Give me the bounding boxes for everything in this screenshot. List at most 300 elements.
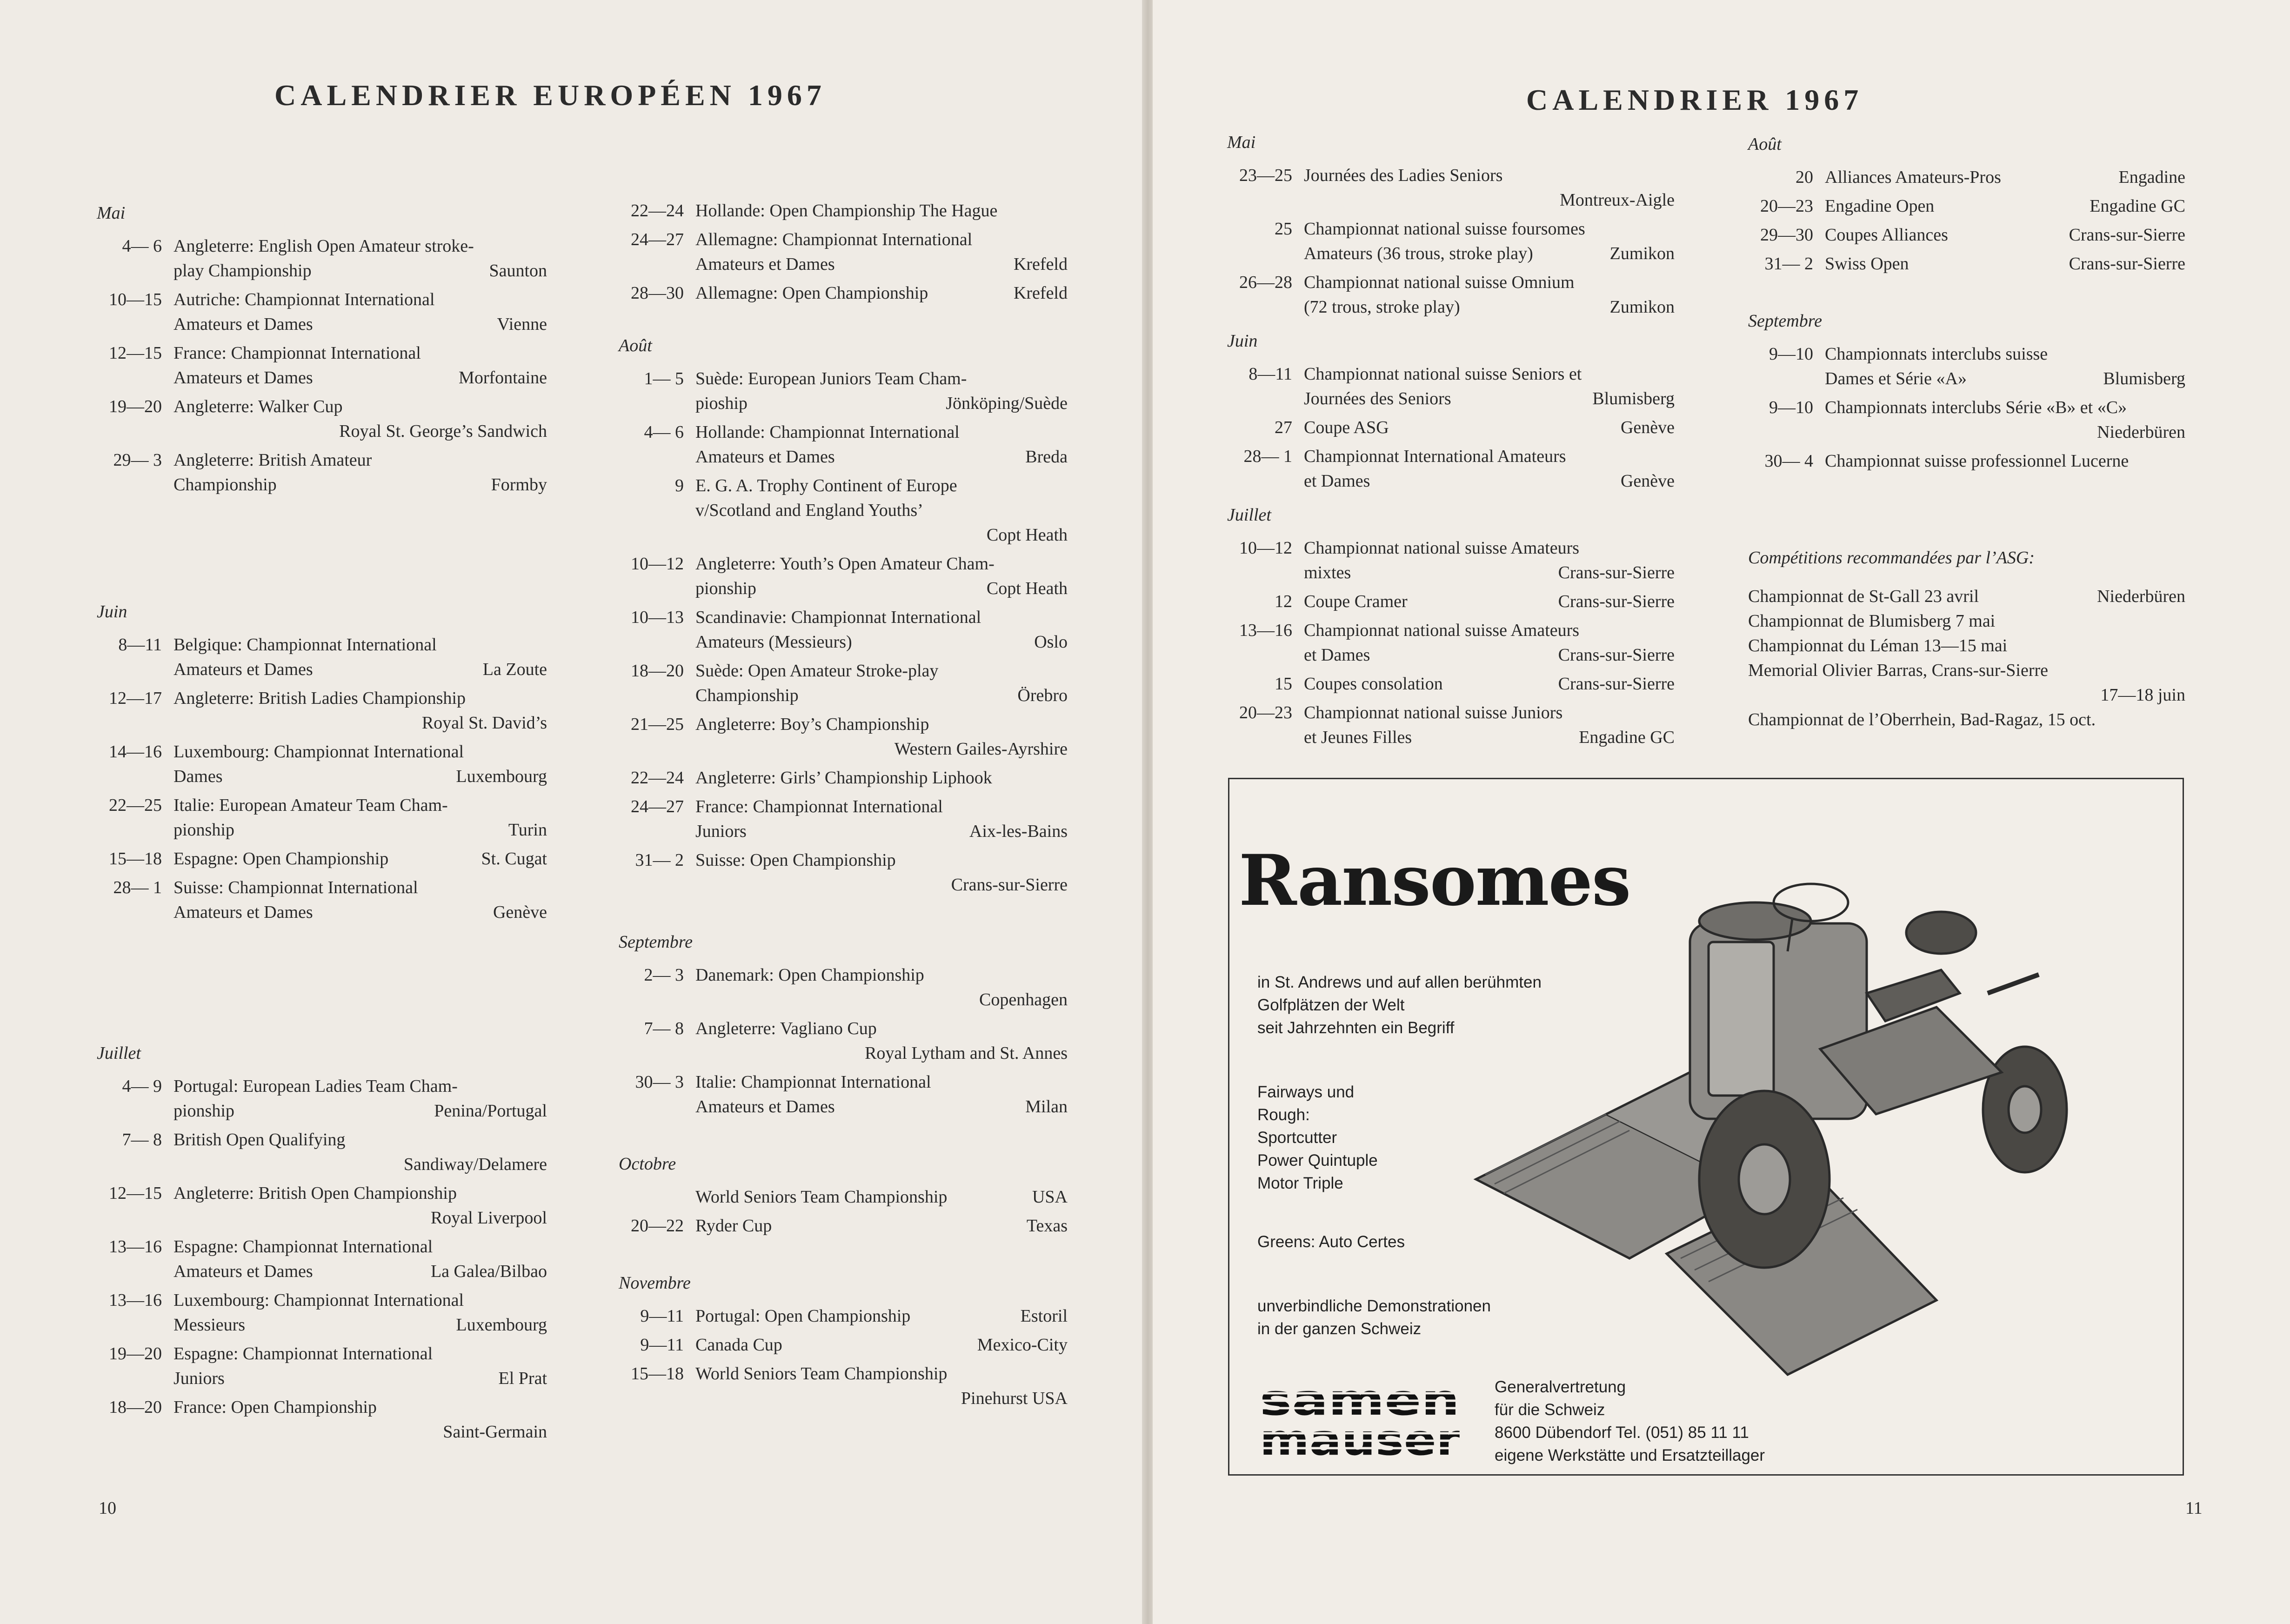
event-dates: 8—11 — [118, 635, 162, 655]
event-line — [1304, 561, 1675, 585]
event-line — [174, 1099, 547, 1123]
event-text: Championnat national suisse Omnium — [1304, 273, 1575, 292]
event-line — [174, 764, 547, 789]
event-dates: 13—16 — [109, 1290, 162, 1310]
event-text: Coupe Cramer — [1304, 592, 1408, 611]
event-dates: 13—16 — [109, 1237, 162, 1256]
event-location: Niederbüren — [2097, 422, 2185, 442]
event-line — [1304, 217, 1675, 241]
event-line — [174, 259, 547, 283]
event-text: Messieurs — [174, 1315, 246, 1335]
ad-text-line: seit Jahrzehnten ein Begriff — [1257, 1019, 1455, 1037]
event-text: Allemagne: Open Championship — [695, 283, 928, 303]
event-text: Coupes consolation — [1304, 674, 1443, 694]
event-text: Suisse: Open Championship — [695, 850, 896, 870]
event-dates: 4— 6 — [122, 236, 162, 256]
event-line — [1304, 444, 1675, 469]
event-text: Angleterre: British Amateur — [174, 450, 372, 470]
event-line — [1304, 725, 1675, 750]
calendar-event — [1227, 163, 1675, 213]
event-text: et Dames — [1304, 645, 1370, 665]
ad-text-line: Golfplätzen der Welt — [1257, 996, 1405, 1014]
right-page-title: CALENDRIER 1967 — [1526, 83, 1863, 116]
event-location: Genève — [1620, 471, 1675, 491]
calendar-event — [97, 1288, 547, 1337]
event-line — [695, 199, 1068, 223]
event-text: Scandinavie: Championnat International — [695, 608, 981, 627]
event-text: Dames — [174, 767, 223, 786]
event-line — [1304, 295, 1675, 320]
month-section — [1748, 309, 2185, 474]
event-location: Krefeld — [1013, 254, 1068, 274]
event-text: play Championship — [174, 261, 312, 281]
event-location: Crans-sur-Sierre — [1558, 645, 1675, 665]
event-line — [1825, 165, 2185, 190]
event-text: Amateurs et Dames — [695, 447, 835, 467]
event-line — [695, 1333, 1068, 1357]
month-section — [1227, 130, 1675, 320]
event-text: Amateurs et Dames — [174, 1262, 313, 1281]
calendar-event — [619, 1333, 1068, 1357]
event-text: Luxembourg: Championnat International — [174, 742, 464, 762]
left-page — [0, 0, 1144, 1624]
event-line — [174, 686, 547, 711]
calendar-event — [619, 1070, 1068, 1119]
calendar-event — [1227, 415, 1675, 440]
event-dates: 20—22 — [631, 1216, 684, 1236]
event-location: Breda — [1025, 447, 1068, 467]
event-location: Crans-sur-Sierre — [1558, 592, 1675, 611]
recommended-location: 17—18 juin — [2100, 685, 2185, 705]
event-text: World Seniors Team Championship — [695, 1364, 948, 1383]
event-location: Milan — [1025, 1097, 1068, 1116]
event-text: France: Championnat International — [695, 797, 943, 816]
calendar-event — [619, 795, 1068, 844]
right-page — [1153, 0, 2290, 1624]
event-location: Royal Liverpool — [430, 1208, 547, 1228]
ad-fairways-list — [1257, 1081, 1378, 1195]
event-line — [1825, 395, 2185, 420]
event-dates: 15—18 — [631, 1364, 684, 1383]
event-text: Espagne: Championnat International — [174, 1237, 433, 1256]
event-line — [1304, 701, 1675, 725]
event-line — [695, 1386, 1068, 1411]
event-line — [174, 234, 547, 259]
month-section — [97, 600, 547, 925]
calendar-event — [97, 875, 547, 925]
calendar-event — [619, 1362, 1068, 1411]
event-line — [695, 1185, 1068, 1210]
event-dates: 29— 3 — [113, 450, 162, 470]
event-location: Copenhagen — [979, 990, 1068, 1009]
calendar-event — [1227, 589, 1675, 614]
event-line — [695, 252, 1068, 277]
event-text: Championnat national suisse Amateurs — [1304, 621, 1580, 640]
event-dates: 12—15 — [109, 1183, 162, 1203]
event-dates: 10—12 — [631, 554, 684, 574]
event-location: Mexico-City — [977, 1335, 1068, 1355]
event-line — [1304, 415, 1675, 440]
month-heading: Septembre — [619, 932, 693, 952]
event-dates: 2— 3 — [644, 965, 684, 985]
calendar-event — [97, 287, 547, 337]
event-location: Penina/Portugal — [434, 1101, 547, 1121]
event-line — [1304, 270, 1675, 295]
event-dates: 25 — [1275, 219, 1292, 239]
recommended-line — [1748, 683, 2185, 708]
event-line — [695, 281, 1068, 306]
event-location: Formby — [491, 475, 547, 495]
ad-text-line: unverbindliche Demonstrationen — [1257, 1297, 1491, 1315]
event-line — [695, 367, 1068, 391]
event-line — [1304, 469, 1675, 494]
calendar-event — [97, 633, 547, 682]
event-dates: 20—23 — [1760, 196, 1813, 216]
event-location: Estoril — [1020, 1306, 1068, 1326]
event-dates: 19—20 — [109, 1344, 162, 1363]
event-location: Blumisberg — [2103, 369, 2185, 388]
event-line — [174, 1420, 547, 1444]
event-location: USA — [1032, 1187, 1068, 1207]
event-text: Amateurs (36 trous, stroke play) — [1304, 244, 1533, 263]
event-location: Engadine GC — [1579, 728, 1675, 747]
event-location: Vienne — [497, 314, 547, 334]
event-dates: 22—25 — [109, 795, 162, 815]
month-section — [1227, 503, 1675, 750]
event-dates: 12 — [1275, 592, 1292, 611]
event-dates: 23—25 — [1239, 166, 1292, 185]
event-text: Suède: European Juniors Team Cham- — [695, 369, 967, 388]
event-line — [174, 847, 547, 871]
event-line — [695, 737, 1068, 762]
event-line — [695, 795, 1068, 819]
event-location: Zumikon — [1609, 297, 1675, 317]
event-location: St. Cugat — [481, 849, 547, 869]
event-line — [1825, 420, 2185, 445]
logo-line-2: mauser — [1260, 1415, 1460, 1459]
month-heading: Juillet — [97, 1043, 141, 1063]
event-line — [695, 605, 1068, 630]
event-line — [695, 420, 1068, 445]
calendar-event — [97, 1342, 547, 1391]
event-line — [695, 1214, 1068, 1238]
event-line — [695, 227, 1068, 252]
event-text: Amateurs et Dames — [174, 660, 313, 679]
event-dates: 9—10 — [1769, 344, 1813, 364]
event-location: La Zoute — [482, 660, 547, 679]
event-dates: 15—18 — [109, 849, 162, 869]
event-text: Coupe ASG — [1304, 418, 1389, 437]
event-text: France: Open Championship — [174, 1397, 377, 1417]
event-location: Luxembourg — [456, 767, 547, 786]
calendar-event — [619, 659, 1068, 708]
calendar-event — [619, 420, 1068, 469]
left-page-number: 10 — [99, 1498, 116, 1518]
calendar-event — [1227, 217, 1675, 266]
month-heading: Août — [1748, 134, 1782, 154]
event-text: Angleterre: British Ladies Championship — [174, 688, 466, 708]
event-location: Royal St. George’s Sandwich — [339, 421, 547, 441]
event-text: Espagne: Open Championship — [174, 849, 389, 869]
event-dates: 9—11 — [640, 1335, 684, 1355]
event-dates: 7— 8 — [644, 1019, 684, 1038]
event-dates: 14—16 — [109, 742, 162, 762]
event-line — [174, 711, 547, 735]
recommended-text: Championnat de l’Oberrhein, Bad-Ragaz, 15 oct. — [1748, 710, 2096, 729]
recommended-text: Memorial Olivier Barras, Crans-sur-Sierre — [1748, 661, 2049, 680]
month-heading: Août — [619, 336, 652, 355]
calendar-event — [619, 199, 1068, 223]
event-dates: 7— 8 — [122, 1130, 162, 1149]
month-section — [619, 199, 1068, 306]
event-dates: 30— 3 — [635, 1072, 684, 1092]
event-text: Alliances Amateurs-Pros — [1825, 167, 2001, 187]
event-line — [1304, 163, 1675, 188]
event-line — [695, 873, 1068, 897]
event-dates: 20 — [1796, 167, 1813, 187]
event-location: Örebro — [1017, 686, 1068, 705]
event-dates: 20—23 — [1239, 703, 1292, 722]
calendar-event — [619, 367, 1068, 416]
event-line — [174, 448, 547, 473]
event-line — [695, 391, 1068, 416]
event-line — [174, 1128, 547, 1152]
event-line — [695, 963, 1068, 988]
recommended-text: Championnat de Blumisberg 7 mai — [1748, 611, 1996, 631]
calendar-event — [97, 1395, 547, 1444]
event-line — [1825, 194, 2185, 219]
ad-text-line: 8600 Dübendorf Tel. (051) 85 11 11 — [1495, 1424, 1749, 1442]
event-line — [1304, 536, 1675, 561]
ransomes-brand-logo: Ransomes — [1239, 840, 1630, 922]
calendar-event — [1748, 449, 2185, 474]
event-text: E. G. A. Trophy Continent of Europe — [695, 476, 957, 495]
event-text: Espagne: Championnat International — [174, 1344, 433, 1363]
calendar-event — [619, 963, 1068, 1012]
event-text: Angleterre: Vagliano Cup — [695, 1019, 877, 1038]
event-line — [695, 576, 1068, 601]
event-location: Genève — [493, 902, 547, 922]
ad-text-line: Fairways und — [1257, 1083, 1355, 1101]
event-text: Angleterre: Girls’ Championship Liphook — [695, 768, 992, 788]
event-location: Engadine GC — [2090, 196, 2185, 216]
event-line — [174, 1342, 547, 1366]
event-dates: 30— 4 — [1764, 451, 1813, 471]
event-text: World Seniors Team Championship — [695, 1187, 948, 1207]
event-location: Zumikon — [1609, 244, 1675, 263]
month-section — [619, 930, 1068, 1119]
calendar-event — [619, 605, 1068, 655]
recommended-heading: Compétitions recommandées par l’ASG: — [1748, 548, 2035, 568]
event-location: Royal Lytham and St. Annes — [865, 1043, 1068, 1063]
event-line — [174, 1235, 547, 1259]
event-line — [1304, 241, 1675, 266]
event-dates: 28— 1 — [113, 878, 162, 897]
calendar-event — [619, 848, 1068, 897]
event-dates: 10—13 — [631, 608, 684, 627]
event-line — [174, 875, 547, 900]
recommended-line — [1748, 634, 2185, 658]
event-text: pionship — [174, 820, 234, 840]
event-dates: 1— 5 — [644, 369, 684, 388]
event-line — [695, 1362, 1068, 1386]
recommended-line — [1748, 658, 2185, 683]
event-location: Luxembourg — [456, 1315, 547, 1335]
event-line — [174, 1395, 547, 1420]
event-line — [695, 712, 1068, 737]
event-text: Autriche: Championnat International — [174, 290, 435, 309]
ad-text-line: in der ganzen Schweiz — [1257, 1320, 1422, 1338]
calendar-event — [97, 394, 547, 444]
event-text: pionship — [695, 579, 756, 598]
event-location: La Galea/Bilbao — [430, 1262, 547, 1281]
event-dates: 19—20 — [109, 397, 162, 416]
event-text: pionship — [174, 1101, 234, 1121]
event-text: et Dames — [1304, 471, 1370, 491]
event-text: Italie: European Amateur Team Cham- — [174, 795, 448, 815]
event-line — [1825, 252, 2185, 276]
event-text: British Open Qualifying — [174, 1130, 346, 1149]
month-heading: Mai — [1227, 133, 1256, 152]
calendar-event — [1227, 444, 1675, 494]
right-column-1 — [1227, 130, 1675, 754]
event-dates: 4— 9 — [122, 1076, 162, 1096]
event-line — [1825, 449, 2185, 474]
event-dates: 27 — [1275, 418, 1292, 437]
event-line — [695, 523, 1068, 548]
event-line — [695, 848, 1068, 873]
event-text: Amateurs et Dames — [174, 368, 313, 388]
event-text: Ryder Cup — [695, 1216, 772, 1236]
event-text: Championnat national suisse foursomes — [1304, 219, 1585, 239]
event-line — [1304, 672, 1675, 696]
event-text: Canada Cup — [695, 1335, 782, 1355]
event-line — [174, 1206, 547, 1230]
event-text: Championnats interclubs Série «B» et «C» — [1825, 398, 2127, 417]
event-line — [174, 1152, 547, 1177]
event-text: Amateurs (Messieurs) — [695, 632, 852, 652]
event-line — [695, 819, 1068, 844]
recommended-competitions — [1748, 546, 2185, 732]
event-line — [174, 312, 547, 337]
ad-text-line: Power Quintuple — [1257, 1151, 1378, 1170]
left-column-1 — [97, 201, 547, 1449]
calendar-event — [97, 847, 547, 871]
recommended-location: Niederbüren — [2097, 587, 2185, 606]
ad-text-line: eigene Werkstätte und Ersatzteillager — [1495, 1446, 1765, 1464]
month-heading: Juin — [97, 602, 127, 622]
event-line — [174, 341, 547, 366]
month-heading: Novembre — [619, 1273, 691, 1293]
event-dates: 26—28 — [1239, 273, 1292, 292]
event-location: Oslo — [1034, 632, 1068, 652]
event-text: Amateurs et Dames — [174, 902, 313, 922]
month-section — [1748, 132, 2185, 276]
event-line — [174, 366, 547, 390]
event-dates: 13—16 — [1239, 621, 1292, 640]
event-text: Angleterre: English Open Amateur stroke- — [174, 236, 474, 256]
event-line — [1304, 618, 1675, 643]
ad-text-line: Generalvertretung — [1495, 1378, 1626, 1396]
event-text: France: Championnat International — [174, 343, 421, 363]
event-line — [695, 683, 1068, 708]
calendar-event — [619, 1016, 1068, 1066]
calendar-event — [1748, 342, 2185, 391]
event-text: Angleterre: British Open Championship — [174, 1183, 457, 1203]
event-dates: 18—20 — [109, 1397, 162, 1417]
month-heading: Juin — [1227, 331, 1258, 351]
calendar-event — [1227, 362, 1675, 411]
event-text: Portugal: Open Championship — [695, 1306, 911, 1326]
event-line — [174, 419, 547, 444]
month-section — [97, 201, 547, 497]
event-line — [695, 1095, 1068, 1119]
recommended-lines — [1748, 584, 2185, 732]
event-text: Angleterre: Boy’s Championship — [695, 715, 929, 734]
ride-on-mower-image — [1467, 854, 2178, 1403]
recommended-line — [1748, 584, 2185, 609]
event-dates: 31— 2 — [635, 850, 684, 870]
event-location: El Prat — [498, 1369, 547, 1388]
right-column-2 — [1748, 132, 2185, 478]
event-line — [1304, 362, 1675, 387]
month-section — [1227, 329, 1675, 494]
calendar-event — [619, 1304, 1068, 1329]
event-line — [174, 1181, 547, 1206]
event-dates: 12—17 — [109, 688, 162, 708]
event-location: Krefeld — [1013, 283, 1068, 303]
event-text: Hollande: Open Championship The Hague — [695, 201, 998, 221]
event-location: Copt Heath — [986, 579, 1068, 598]
event-dates: 10—15 — [109, 290, 162, 309]
event-line — [695, 474, 1068, 498]
event-line — [174, 473, 547, 497]
recommended-line — [1748, 708, 2185, 732]
left-page-title: CALENDRIER EUROPÉEN 1967 — [274, 79, 826, 112]
event-text: Dames et Série «A» — [1825, 369, 1967, 388]
event-location: Jönköping/Suède — [946, 394, 1068, 413]
calendar-event — [1748, 194, 2185, 219]
ad-text-line: Motor Triple — [1257, 1174, 1343, 1192]
event-dates: 4— 6 — [644, 422, 684, 442]
event-location: Aix-les-Bains — [969, 822, 1068, 841]
event-text: Allemagne: Championnat International — [695, 230, 973, 249]
event-text: Journées des Ladies Seniors — [1304, 166, 1503, 185]
event-line — [174, 1288, 547, 1313]
ad-text-line: Greens: Auto Certes — [1257, 1233, 1405, 1251]
event-text: (72 trous, stroke play) — [1304, 297, 1460, 317]
event-text: Belgique: Championnat International — [174, 635, 437, 655]
event-text: pioship — [695, 394, 748, 413]
calendar-event — [619, 281, 1068, 306]
event-text: Portugal: European Ladies Team Cham- — [174, 1076, 458, 1096]
event-location: Saunton — [489, 261, 547, 281]
month-heading: Juillet — [1227, 505, 1271, 525]
event-location: Pinehurst USA — [961, 1389, 1068, 1408]
event-text: Angleterre: Youth’s Open Amateur Cham- — [695, 554, 995, 574]
ransomes-advertisement — [1228, 778, 2184, 1476]
event-line — [174, 657, 547, 682]
event-line — [695, 552, 1068, 576]
calendar-event — [619, 552, 1068, 601]
left-column-2 — [619, 199, 1068, 1415]
calendar-event — [619, 474, 1068, 548]
calendar-event — [97, 793, 547, 842]
calendar-event — [1227, 672, 1675, 696]
recommended-text: Championnat du Léman 13—15 mai — [1748, 636, 2008, 655]
event-location: Saint-Germain — [443, 1422, 547, 1442]
calendar-event — [1748, 165, 2185, 190]
